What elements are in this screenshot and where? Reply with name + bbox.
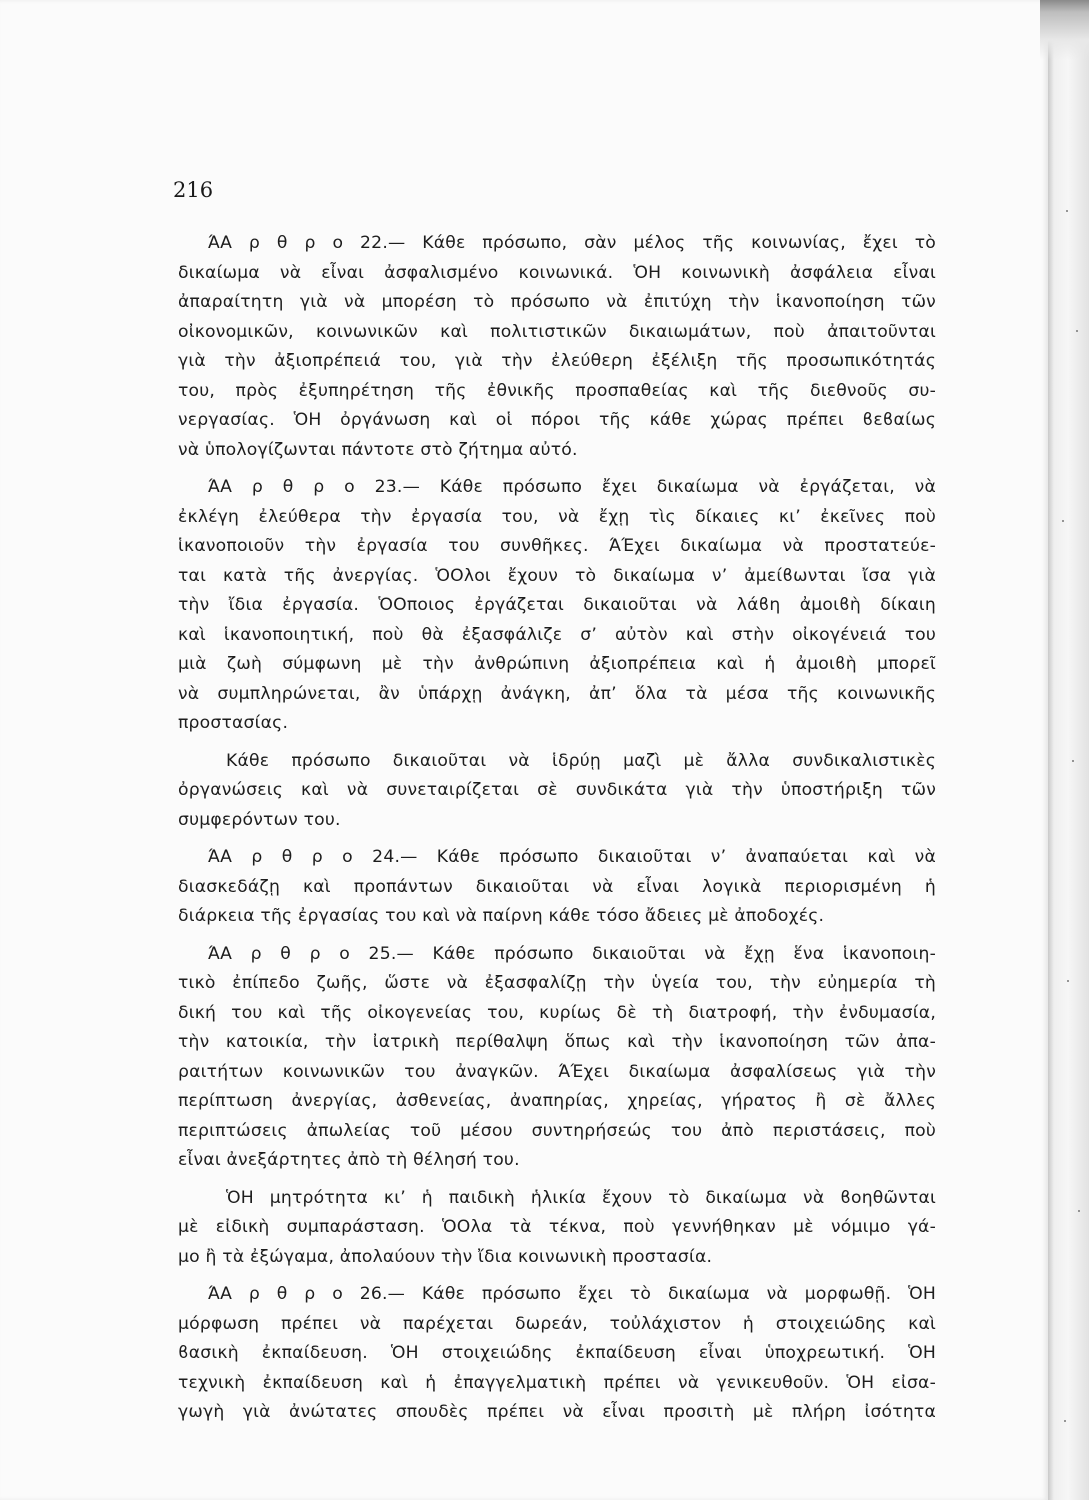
text-line: οἰκονομικῶν, κοινωνικῶν καὶ πολιτιστικῶν δικαιωμάτων, ποὺ ἀπαιτοῦνται bbox=[178, 321, 936, 342]
text-line: τὴν ἴδια ἐργασία. ὉΟποιος ἐργάζεται δικαιοῦται νὰ λάϐη ἀμοιϐὴ δίκαιη bbox=[178, 595, 936, 615]
text-line: ΆΑ ρ θ ρ ο 23.— Κάθε πρόσωπο ἔχει δικαίωμα νὰ ἐργάζεται, νὰ bbox=[208, 477, 936, 497]
text-line: ΆΑ ρ θ ρ ο 24.— Κάθε πρόσωπο δικαιοῦται ν’ ἀναπαύεται καὶ νὰ bbox=[208, 847, 936, 867]
text-line: Κάθε πρόσωπο δικαιοῦται νὰ ἱδρύῃ μαζὶ μὲ ἄλλα συνδικαλιστικὲς bbox=[226, 750, 936, 771]
text-line: ἱκανοποιοῦν τὴν ἐργασία του συνθῆκες. ΆΈχει δικαίωμα νὰ προστατεύε- bbox=[178, 536, 936, 556]
text-line: τὴν κατοικία, τὴν ἰατρικὴ περίθαλψη ὅπως καὶ τὴν ἱκανοποίηση τῶν ἀπα- bbox=[178, 1032, 936, 1052]
text-line: περιπτώσεις ἀπωλείας τοῦ μέσου συντηρήσεώς του ἀπὸ περιστάσεις, ποὺ bbox=[178, 1120, 936, 1141]
edge-speck bbox=[1066, 210, 1068, 212]
edge-speck bbox=[1067, 980, 1069, 982]
text-line: καὶ ἱκανοποιητική, ποὺ θὰ ἐξασφάλιζε σ’ αὐτὸν καὶ στὴν οἰκογένειά του bbox=[178, 624, 936, 645]
text-line: νὰ ὑπολογίζωνται πάντοτε στὸ ζήτημα αὐτό. bbox=[178, 439, 578, 460]
text-line: μο ἢ τὰ ἐξώγαμα, ἀπολαύουν τὴν ἴδια κοινωνικὴ προστασία. bbox=[178, 1246, 713, 1267]
text-line: ΆΑ ρ θ ρ ο 22.— Κάθε πρόσωπο, σὰν μέλος τῆς κοινωνίας, ἔχει τὸ bbox=[208, 233, 936, 253]
text-line: συμφερόντων του. bbox=[178, 809, 341, 830]
text-line: δικαίωμα νὰ εἶναι ἀσφαλισμένο κοινωνικά. ὉΗ κοινωνικὴ ἀσφάλεια εἶναι bbox=[178, 262, 936, 283]
text-line: γωγὴ γιὰ ἀνώτατες σπουδὲς πρέπει νὰ εἶναι προσιτὴ μὲ πλήρη ἰσότητα bbox=[178, 1402, 936, 1422]
paragraph bbox=[178, 229, 936, 465]
article-text bbox=[178, 229, 936, 1436]
text-line: τεχνικὴ ἐκπαίδευση καὶ ἡ ἐπαγγελματικὴ πρέπει νὰ γενικευθοῦν. ὉΗ εἰσα- bbox=[178, 1372, 936, 1393]
edge-speck bbox=[1076, 330, 1078, 332]
text-line: ραιτήτων κοινωνικῶν του ἀναγκῶν. ΆΈχει δικαίωμα ἀσφαλίσεως γιὰ τὴν bbox=[178, 1061, 936, 1082]
text-line: προστασίας. bbox=[178, 713, 289, 733]
text-line: τικὸ ἐπίπεδο ζωῆς, ὥστε νὰ ἐξασφαλίζῃ τὴν ὑγεία του, τὴν εὐημερία τὴ bbox=[178, 973, 936, 993]
text-line: γιὰ τὴν ἀξιοπρέπειά του, γιὰ τὴν ἐλεύθερη ἐξέλιξη τῆς προσωπικότητάς bbox=[178, 351, 936, 371]
paragraph bbox=[178, 940, 936, 1176]
edge-speck bbox=[1072, 760, 1074, 762]
text-line: μὲ εἰδικὴ συμπαράσταση. ὉΟλα τὰ τέκνα, ποὺ γεννήθηκαν μὲ νόμιμο γά- bbox=[178, 1217, 936, 1237]
text-line: μιὰ ζωὴ σύμφωνη μὲ τὴν ἀνθρώπινη ἀξιοπρέπεια καὶ ἡ ἀμοιϐὴ μπορεῖ bbox=[178, 654, 936, 674]
text-line: νὰ συμπληρώνεται, ἂν ὑπάρχῃ ἀνάγκη, ἀπ’ ὅλα τὰ μέσα τῆς κοινωνικῆς bbox=[178, 683, 936, 704]
paragraph bbox=[178, 747, 936, 836]
text-line: ὉΗ μητρότητα κι’ ἡ παιδικὴ ἡλικία ἔχουν τὸ δικαίωμα νὰ ϐοηθῶνται bbox=[226, 1187, 936, 1208]
text-line: ὀργανώσεις καὶ νὰ συνεταιρίζεται σὲ συνδικάτα γιὰ τὴν ὑποστήριξη τῶν bbox=[178, 780, 936, 800]
edge-speck bbox=[1078, 1210, 1080, 1212]
edge-speck bbox=[1062, 520, 1064, 522]
text-line: εἶναι ἀνεξάρτητες ἀπὸ τὴ θέλησή του. bbox=[178, 1150, 520, 1170]
text-line: ΆΑ ρ θ ρ ο 26.— Κάθε πρόσωπο ἔχει τὸ δικαίωμα νὰ μορφωθῇ. ὉΗ bbox=[208, 1284, 936, 1304]
text-line: διάρκεια τῆς ἐργασίας του καὶ νὰ παίρνη κάθε τόσο ἄδειες μὲ ἀποδοχές. bbox=[178, 906, 825, 926]
text-line: ΆΑ ρ θ ρ ο 25.— Κάθε πρόσωπο δικαιοῦται νὰ ἔχῃ ἕνα ἱκανοποιη- bbox=[208, 943, 936, 964]
text-line: μόρφωση πρέπει νὰ παρέχεται δωρεάν, τοὐλάχιστον ἡ στοιχειώδης καὶ bbox=[178, 1313, 936, 1334]
paragraph bbox=[178, 1184, 936, 1273]
paragraph bbox=[178, 1280, 936, 1428]
paragraph bbox=[178, 843, 936, 932]
text-line: ϐασικὴ ἐκπαίδευση. ὉΗ στοιχειώδης ἐκπαίδευση εἶναι ὑποχρεωτική. ὉΗ bbox=[178, 1343, 936, 1363]
paragraph bbox=[178, 473, 936, 739]
text-line: ἀπαραίτητη γιὰ νὰ μπορέση τὸ πρόσωπο νὰ ἐπιτύχη τὴν ἱκανοποίηση τῶν bbox=[178, 292, 936, 312]
text-line: ἐκλέγη ἐλεύθερα τὴν ἐργασία του, νὰ ἔχῃ τὶς δίκαιες κι’ ἐκεῖνες ποὺ bbox=[178, 506, 936, 527]
text-line: ται κατὰ τῆς ἀνεργίας. ὉΟλοι ἔχουν τὸ δικαίωμα ν’ ἀμείϐωνται ἴσα γιὰ bbox=[178, 565, 936, 586]
scan-shadow bbox=[1040, 0, 1089, 60]
text-line: του, πρὸς ἐξυπηρέτηση τῆς ἐθνικῆς προσπαθείας καὶ τῆς διεθνοῦς συ- bbox=[178, 380, 936, 401]
page-edge bbox=[1048, 0, 1089, 1500]
page-number: 216 bbox=[173, 178, 214, 202]
text-line: διασκεδάζῃ καὶ προπάντων δικαιοῦται νὰ εἶναι λογικὰ περιορισμένη ἡ bbox=[178, 876, 936, 897]
edge-speck bbox=[1064, 1420, 1066, 1422]
text-line: δική του καὶ τῆς οἰκογενείας του, κυρίως δὲ τὴ διατροφή, τὴν ἐνδυμασία, bbox=[178, 1002, 936, 1023]
text-line: περίπτωση ἀνεργίας, ἀσθενείας, ἀναπηρίας, χηρείας, γήρατος ἢ σὲ ἄλλες bbox=[178, 1091, 936, 1111]
text-line: νεργασίας. ὉΗ ὀργάνωση καὶ οἱ πόροι τῆς κάθε χώρας πρέπει ϐεϐαίως bbox=[178, 410, 936, 430]
